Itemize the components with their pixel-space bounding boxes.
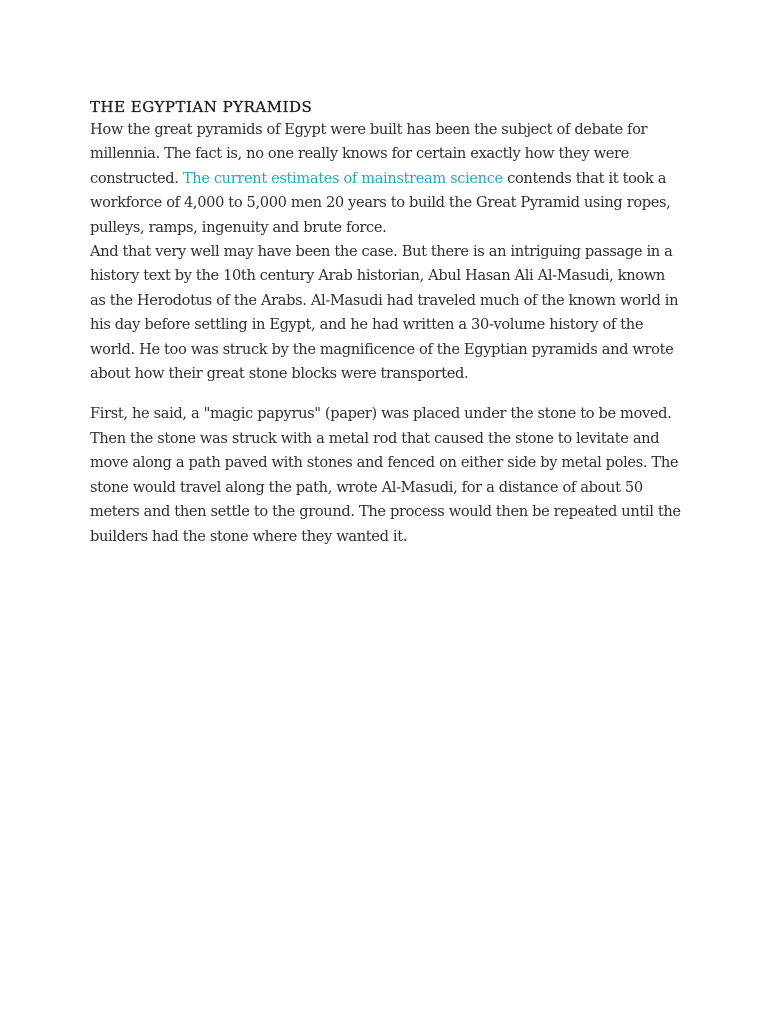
article xyxy=(90,96,682,549)
paragraph-intro-text-end: contends that it took a workforce of 4,000 to 5,000 men 20 years to build the Great Pyramid using ropes, pulleys, ramps, ingenuity and brute force. xyxy=(90,169,671,236)
paragraph-intro xyxy=(90,118,682,240)
paragraph-intro-text-start: How the great pyramids of Egypt were built has been the subject of debate for millennia. The fact is, no one really knows for certain exactly how they were constructed. xyxy=(90,121,648,187)
article-title: THE EGYPTIAN PYRAMIDS xyxy=(90,98,313,116)
mainstream-science-link[interactable]: The current estimates of mainstream science xyxy=(182,169,503,187)
paragraph-magic-papyrus: First, he said, a "magic papyrus" (paper) was placed under the stone to be moved. Then the stone was struck with a metal rod that caused the stone to levitate and move along a path paved with stones and fenced on either side by metal poles. The stone would travel along the path, wrote Al-Masudi, for a distance of about 50 meters and then settle to the ground. The process would then be repeated until the builders had the stone where they wanted it. xyxy=(90,405,681,545)
paragraph-al-masudi: And that very well may have been the case. But there is an intriguing passage in a history text by the 10th century Arab historian, Abul Hasan Ali Al-Masudi, known as the Herodotus of the Arabs. Al-Masudi had traveled much of the known world in his day before settling in Egypt, and he had written a 30-volume history of the world. He too was struck by the magnificence of the Egyptian pyramids and wrote about how their great stone blocks were transported. xyxy=(90,243,679,383)
